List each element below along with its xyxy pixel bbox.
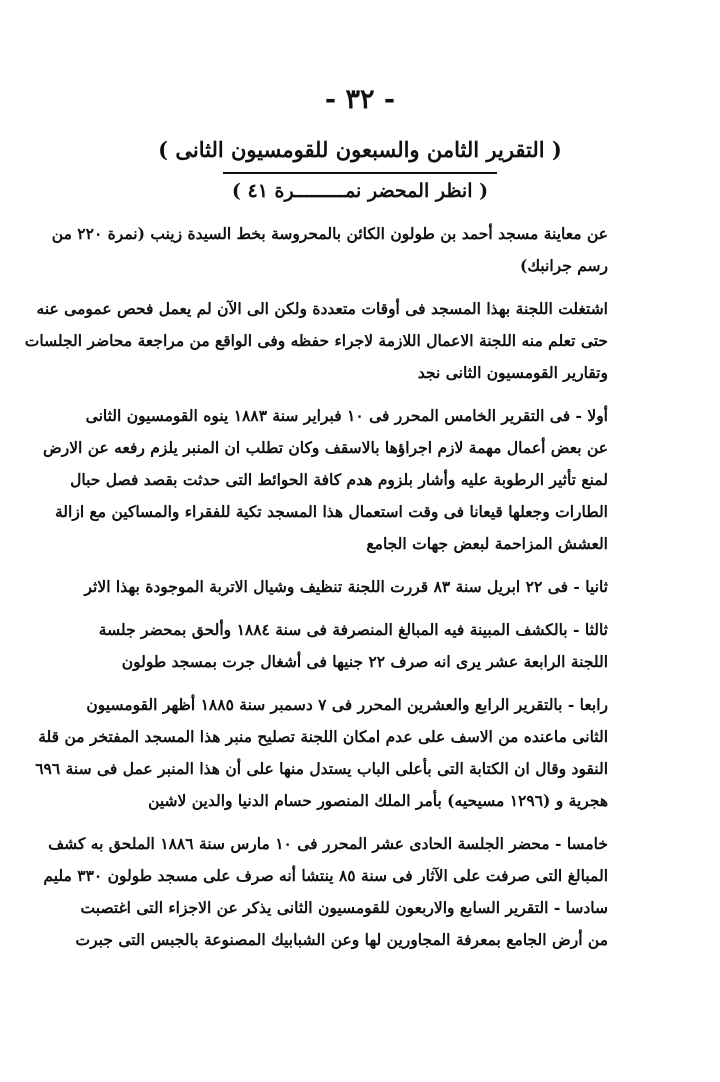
text-line: رسم جرانبك): [519, 256, 608, 275]
paragraph-fifth-sixth: [43, 828, 608, 956]
text-line: وتقارير القومسيون الثانى نجد: [417, 363, 608, 382]
paragraph-intro: [51, 218, 608, 282]
text-line: أولا - فى التقرير الخامس المحرر فى ١٠ فبراير سنة ١٨٨٣ ينوه القومسيون الثانى: [85, 406, 608, 425]
text-line: عن معاينة مسجد أحمد بن طولون الكائن بالمحروسة بخط السيدة زينب (نمرة ٢٢٠ من: [51, 224, 608, 243]
text-line: الطارات وجعلها قيعانا فى وقت استعمال هذا المسجد تكية للفقراء والمساكين مع ازالة: [55, 502, 608, 521]
report-title: ( التقرير الثامن والسبعون للقومسيون الثانى ): [158, 137, 562, 162]
text-line: هجرية و (١٢٩٦ مسيحيه) بأمر الملك المنصور حسام الدنيا والدين لاشين: [148, 791, 608, 810]
report-body: [24, 218, 608, 967]
text-line: اللجنة الرابعة عشر يرى انه صرف ٢٢ جنيها فى أشغال جرت بمسجد طولون: [121, 652, 608, 671]
text-line: سادسا - التقرير السابع والاربعون للقومسيون الثانى يذكر عن الاجزاء التى اغتصبت: [80, 898, 608, 917]
paragraph-third: [98, 614, 608, 678]
text-line: لمنع تأثير الرطوبة عليه وأشار بلزوم هدم كافة الحوائط التى حدثت بقصد فصل حبال: [70, 470, 608, 489]
paragraph-second: [84, 571, 608, 603]
text-line: اشتغلت اللجنة بهذا المسجد فى أوقات متعددة ولكن الى الآن لم يعمل فحص عمومى عنه: [36, 299, 608, 318]
text-line: المبالغ التى صرفت على الآثار فى سنة ٨٥ ينتشا أنه صرف على مسجد طولون ٣٣٠ مليم: [43, 866, 608, 885]
text-line: ثالثا - بالكشف المبينة فيه المبالغ المنصرفة فى سنة ١٨٨٤ وألحق بمحضر جلسة: [98, 620, 608, 639]
title-underline: [223, 172, 497, 174]
text-line: رابعا - بالتقرير الرابع والعشرين المحرر فى ٧ دسمبر سنة ١٨٨٥ أظهر القومسيون: [86, 695, 608, 714]
text-line: حتى تعلم منه اللجنة الاعمال اللازمة لاجراء حفظه وفى الواقع من مراجعة محاضر الجلسات: [24, 331, 608, 350]
paragraph-fourth: [35, 689, 608, 817]
text-line: ثانيا - فى ٢٢ ابريل سنة ٨٣ قررت اللجنة تنظيف وشيال الاتربة الموجودة بهذا الاثر: [84, 577, 608, 596]
page-number: - ٣٢ -: [324, 84, 396, 115]
text-line: العشش المزاحمة لبعض جهات الجامع: [366, 534, 608, 553]
paragraph-background: [24, 293, 608, 389]
text-line: النقود وقال ان الكتابة التى بأعلى الباب يستدل منها على أن هذا المنبر عمل فى سنة ٦٩٦: [35, 759, 608, 778]
paragraph-first: [42, 400, 608, 560]
text-line: من أرض الجامع بمعرفة المجاورين لها وعن الشبابيك المصنوعة بالجبس التى جبرت: [75, 930, 608, 949]
text-line: خامسا - محضر الجلسة الحادى عشر المحرر فى ١٠ مارس سنة ١٨٨٦ الملحق به كشف: [48, 834, 608, 853]
text-line: الثانى ماعنده من الاسف على عدم امكان اللجنة تصليح منبر هذا المسجد المفتخر من قلة: [38, 727, 608, 746]
report-subtitle: ( انظر المحضر نمـــــــــرة ٤١ ): [231, 180, 489, 202]
text-line: عن بعض أعمال مهمة لازم اجراؤها بالاسقف وكان تطلب ان المنبر يلزم رفعه عن الارض: [42, 438, 608, 457]
